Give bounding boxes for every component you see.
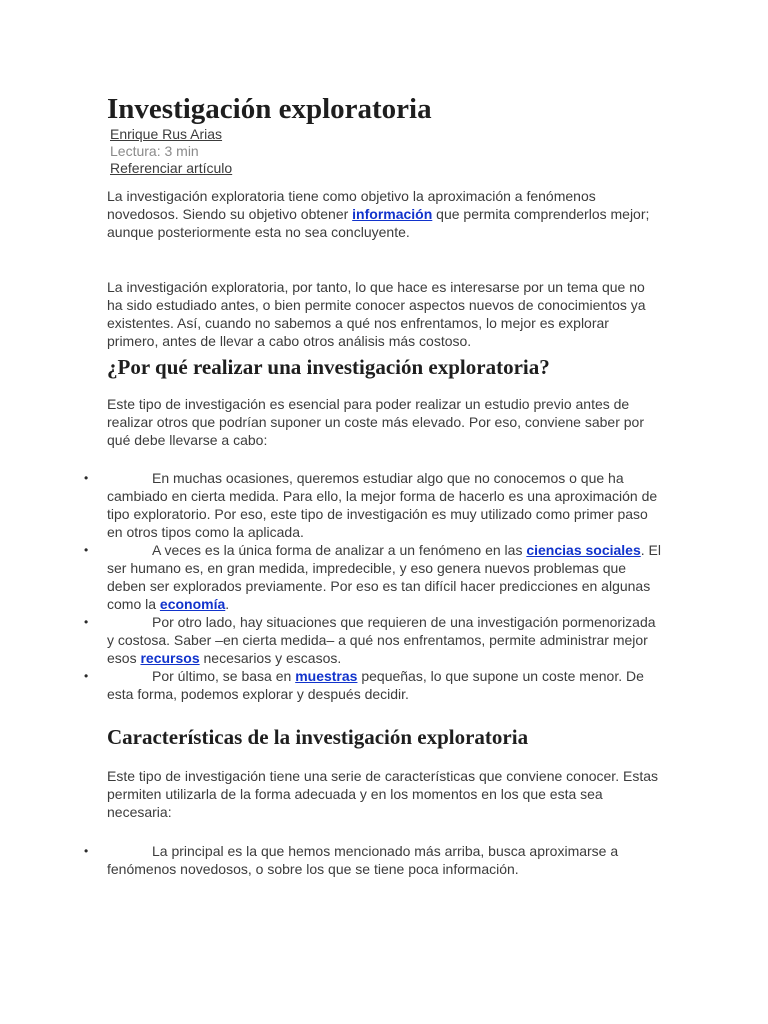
- bullet-icon: •: [84, 615, 89, 629]
- list-item: [84, 613, 663, 667]
- section1-intro: Este tipo de investigación es esencial para poder realizar un estudio previo antes de realizar otros que podrían suponer un coste más elevado. Por eso, conviene saber por qué debe llevarse a cabo:: [107, 396, 644, 448]
- intro-paragraph-1: [107, 187, 663, 241]
- list-item: [84, 667, 663, 703]
- list-item-text: pequeñas, lo que supone un coste menor. De esta forma, podemos explorar y después decidir.: [107, 668, 644, 702]
- bullet-icon: •: [84, 543, 89, 557]
- intro-text: La investigación exploratoria tiene como objetivo la aproximación a fenómenos novedosos. Siendo su objetivo obtener: [107, 188, 596, 222]
- list-item: [84, 541, 663, 613]
- section-heading-why: ¿Por qué realizar una investigación exploratoria?: [107, 355, 550, 379]
- list-item: [84, 842, 663, 878]
- recursos-link[interactable]: recursos: [140, 650, 200, 666]
- informacion-link[interactable]: información: [352, 206, 433, 222]
- reading-time: Lectura: 3 min: [110, 143, 199, 159]
- article: [84, 92, 663, 878]
- reasons-list: [84, 469, 663, 703]
- article-title: Investigación exploratoria: [107, 93, 432, 125]
- muestras-link[interactable]: muestras: [295, 668, 358, 684]
- list-item-text: En muchas ocasiones, queremos estudiar algo que no conocemos o que ha cambiado en cierta medida. Para ello, la mejor forma de hacerlo es una aproximación de tipo exploratorio. Por eso, este tipo de investigación es muy utilizado como primer paso en otros tipos como la aplicada.: [107, 470, 658, 540]
- economia-link[interactable]: economía: [159, 596, 226, 612]
- list-item-text: Por último, se basa en: [152, 668, 296, 684]
- intro-paragraph-2: La investigación exploratoria, por tanto, lo que hace es interesarse por un tema que no ha sido estudiado antes, o bien permite conocer aspectos nuevos de conocimientos ya existentes. Así, cuando no sabemos a qué nos enfrentamos, lo mejor es explorar primero, antes de llevar a cabo otros análisis más costoso.: [107, 279, 646, 349]
- bullet-icon: •: [84, 471, 89, 485]
- article-meta: [110, 126, 663, 177]
- list-item-text: necesarios y escasos.: [199, 650, 342, 666]
- section-heading-characteristics: Características de la investigación exploratoria: [107, 725, 529, 749]
- list-item: [84, 469, 663, 541]
- list-item-text: La principal es la que hemos mencionado más arriba, busca aproximarse a fenómenos novedosos, o sobre los que se tiene poca información.: [107, 843, 619, 877]
- characteristics-list: [84, 842, 663, 878]
- list-item-text: Por otro lado, hay situaciones que requieren de una investigación pormenorizada y costosa. Saber –en cierta medida– a qué nos enfrentamos, permite administrar mejor esos: [107, 614, 656, 666]
- bullet-icon: •: [84, 844, 89, 858]
- list-item-text: . El ser humano es, en gran medida, impredecible, y eso genera nuevos problemas que deben ser explorados previamente. Por eso es tan difícil hacer predicciones en algunas como la: [107, 542, 661, 612]
- cite-article-link[interactable]: Referenciar artículo: [110, 160, 233, 176]
- bullet-icon: •: [84, 669, 89, 683]
- intro-text: que permita comprenderlos mejor; aunque posteriormente esta no sea concluyente.: [107, 206, 650, 240]
- author-link[interactable]: Enrique Rus Arias: [110, 126, 223, 142]
- list-item-text: .: [225, 596, 230, 612]
- list-item-text: A veces es la única forma de analizar a un fenómeno en las: [152, 542, 527, 558]
- section2-intro: Este tipo de investigación tiene una serie de características que conviene conocer. Estas permiten utilizarla de la forma adecuada y en los momentos en los que esta sea necesaria:: [107, 768, 658, 820]
- ciencias-sociales-link[interactable]: ciencias sociales: [526, 542, 641, 558]
